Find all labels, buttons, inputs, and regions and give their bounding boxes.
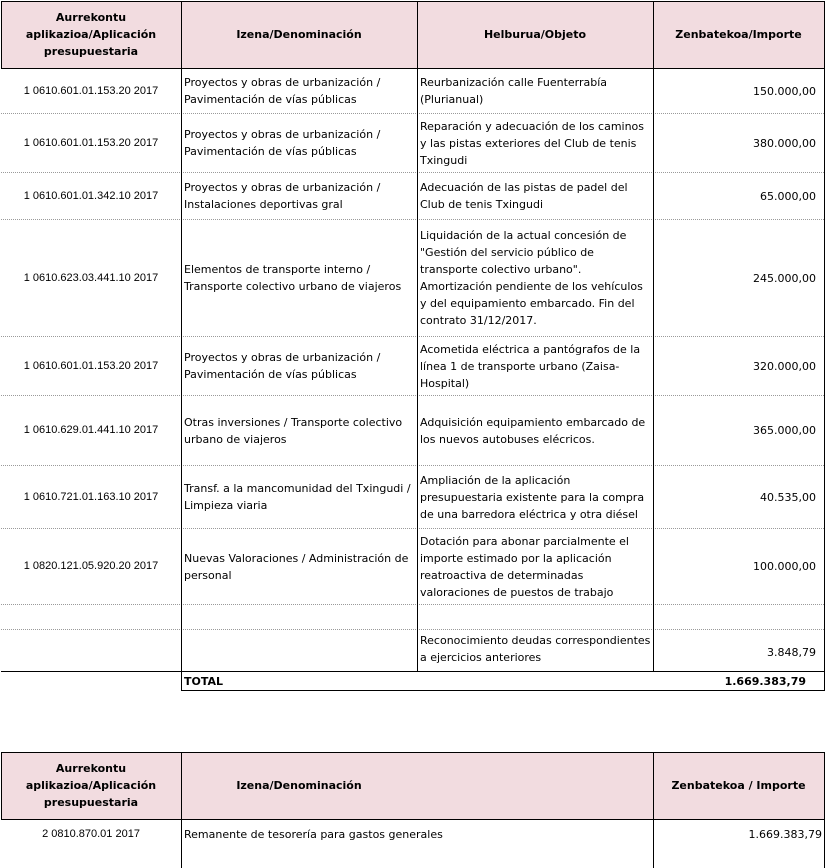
table-border — [653, 1, 654, 671]
row-account: 1 0610.601.01.153.20 2017 — [23, 359, 159, 372]
table-border — [1, 671, 824, 672]
total-label: TOTAL — [184, 675, 224, 688]
row-separator — [1, 113, 824, 114]
row-account — [1, 630, 181, 670]
row-separator — [1, 604, 824, 605]
row-amount: 3.848,79 — [767, 645, 816, 659]
row-name: Nuevas Valoraciones / Administración de personal — [184, 551, 409, 582]
row-amount: 320.000,00 — [753, 359, 816, 373]
row-name: Proyectos y obras de urbanización / Pavimentación de vías públicas — [184, 128, 381, 158]
table-border — [181, 752, 182, 868]
row-account: 1 0820.121.05.920.20 2017 — [23, 560, 159, 572]
table-border — [1, 752, 2, 819]
header-amount: Zenbatekoa / Importe — [653, 752, 824, 819]
header-name: Izena/Denominación — [181, 752, 417, 819]
row-account — [1, 605, 181, 629]
header-account: Aurrekontu aplikazioa/Aplicación presupuestaria — [1, 752, 181, 819]
row-purpose: Adquisición equipamiento embarcado de los nuevos autobuses elécricos. — [420, 415, 646, 446]
row-name — [181, 605, 417, 629]
row-separator — [1, 528, 824, 529]
row-separator — [1, 336, 824, 337]
table-border — [1, 1, 824, 2]
row-purpose: Reurbanización calle Fuenterrabía (Plurianual) — [420, 76, 608, 106]
row-amount: 380.000,00 — [753, 136, 816, 150]
row-amount: 40.535,00 — [760, 490, 816, 504]
row-amount: 365.000,00 — [753, 424, 816, 437]
row-purpose: Acometida eléctrica a pantógrafos de la línea 1 de transporte urbano (Zaisa-Hospital) — [420, 342, 641, 390]
row-account: 1 0610.601.01.153.20 2017 — [23, 136, 159, 149]
row-account: 1 0610.623.03.441.10 2017 — [23, 271, 159, 284]
table-border — [1, 68, 824, 69]
header-name-extension — [417, 752, 653, 819]
row-purpose: Adecuación de las pistas de padel del Club de tenis Txingudi — [420, 181, 628, 211]
table-border — [1, 752, 824, 753]
row-amount: 100.000,00 — [753, 560, 816, 573]
table-border — [1, 1, 2, 68]
row-account: 1 0610.601.01.153.20 2017 — [23, 84, 159, 97]
header-account: Aurrekontu aplikazioa/Aplicación presupuestaria — [1, 1, 181, 68]
row-separator — [1, 172, 824, 173]
row-purpose — [417, 605, 653, 629]
row-name: Proyectos y obras de urbanización / Pavimentación de vías públicas — [184, 76, 381, 106]
row-separator — [1, 629, 824, 630]
row-separator — [1, 465, 824, 466]
header-name: Izena/Denominación — [181, 1, 417, 68]
row-separator — [1, 395, 824, 396]
row-account: 1 0610.721.01.163.10 2017 — [23, 490, 159, 503]
row-name: Proyectos y obras de urbanización / Instalaciones deportivas gral — [184, 181, 381, 211]
row-name: Proyectos y obras de urbanización / Pavimentación de vías públicas — [184, 351, 381, 381]
row-amount: 150.000,00 — [753, 84, 816, 98]
total-amount: 1.669.383,79 — [724, 675, 806, 688]
table-border — [417, 1, 418, 671]
row-account: 1 0610.629.01.441.10 2017 — [23, 424, 159, 436]
row-name: Remanente de tesorería para gastos generales — [184, 827, 443, 841]
header-amount: Zenbatekoa/Importe — [653, 1, 824, 68]
row-purpose: Reconocimiento deudas correspondientes a ejercicios anteriores — [420, 634, 651, 664]
row-amount: 65.000,00 — [760, 189, 816, 203]
row-amount — [653, 605, 824, 629]
header-purpose: Helburua/Objeto — [417, 1, 653, 68]
row-name: Transf. a la mancomunidad del Txingudi / Limpieza viaria — [184, 482, 411, 512]
table-border — [181, 690, 824, 691]
row-separator — [1, 219, 824, 220]
row-amount: 1.669.383,79 — [748, 827, 822, 841]
row-name: Elementos de transporte interno / Transporte colectivo urbano de viajeros — [184, 263, 402, 293]
row-account: 1 0610.601.01.342.10 2017 — [23, 189, 159, 202]
row-purpose: Dotación para abonar parcialmente el importe estimado por la aplicación reatroactiva de determinadas valoraciones de puestos de trabajo — [420, 534, 629, 599]
row-purpose: Liquidación de la actual concesión de "Gestión del servicio público de transporte colectivo urbano". Amortización pendiente de los vehículos y del equipamiento embarcado. Fin del contrato 31/12/2017. — [420, 229, 643, 327]
row-name — [181, 630, 417, 670]
row-account: 2 0810.870.01 2017 — [42, 827, 140, 840]
table-border — [653, 752, 654, 868]
table-border — [1, 819, 824, 820]
row-purpose: Reparación y adecuación de los caminos y las pistas exteriores del Club de tenis Txingudi — [420, 119, 645, 167]
row-name: Otras inversiones / Transporte colectivo urbano de viajeros — [184, 415, 403, 446]
table-border — [181, 1, 182, 691]
row-purpose: Ampliación de la aplicación presupuestaria existente para la compra de una barredora eléctrica y otra diésel — [420, 473, 645, 521]
row-amount: 245.000,00 — [753, 271, 816, 285]
